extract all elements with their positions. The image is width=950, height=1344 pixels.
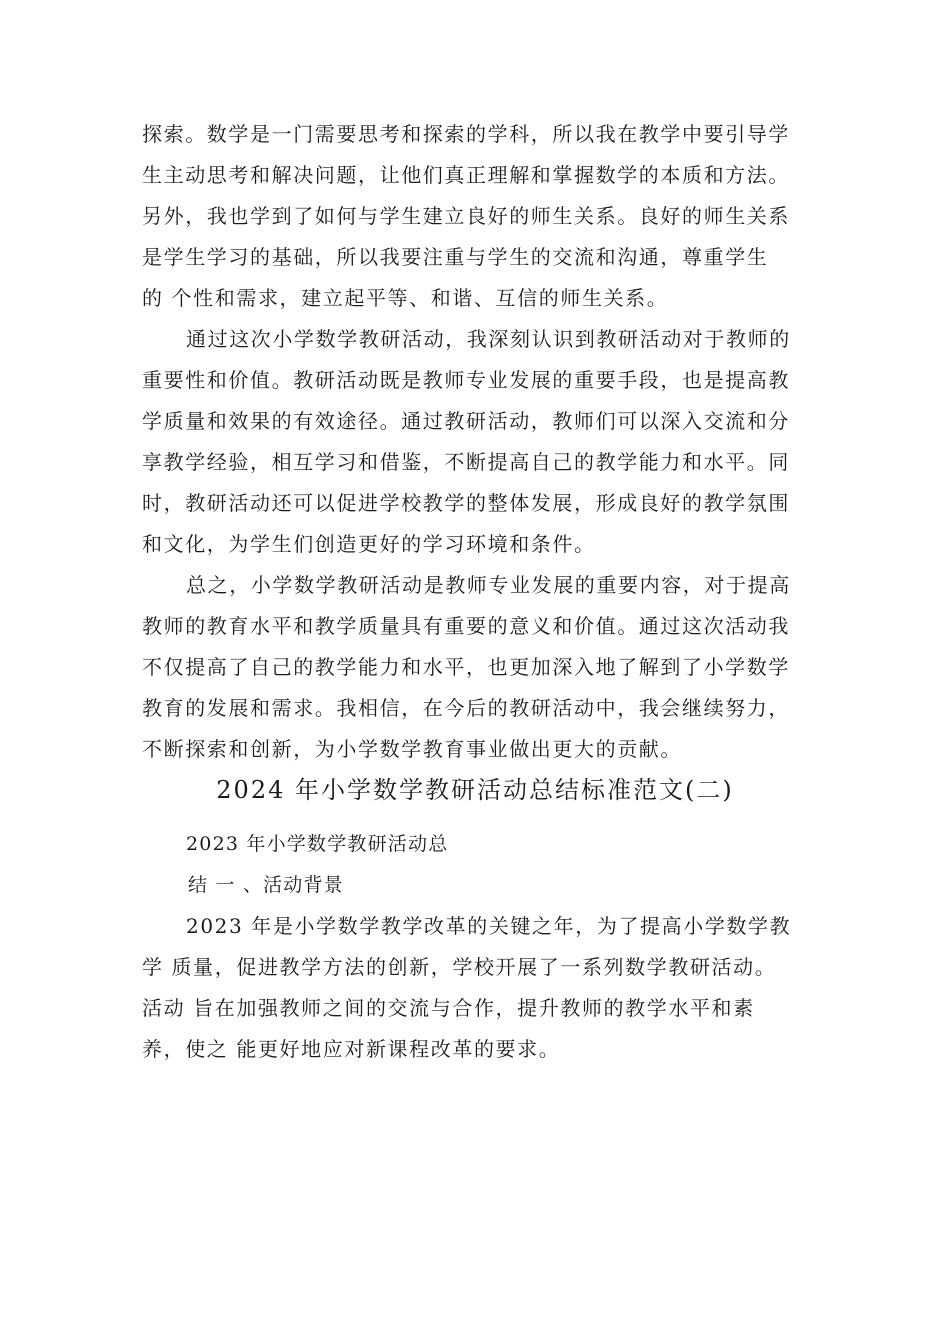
paragraph-3-line-2: 教师的教育水平和教学质量具有重要的意义和价值。通过这次活动我 (142, 614, 790, 638)
paragraph-2-line-1: 通过这次小学数学教研活动，我深刻认识到教研活动对于教师的 (186, 327, 791, 351)
paragraph-4-line-2: 学 质量，促进教学方法的创新，学校开展了一系列数学教研活动。 (142, 955, 777, 979)
paragraph-1-line-2: 生主动思考和解决问题，让他们真正理解和掌握数学的本质和方法。 (142, 163, 790, 187)
paragraph-1-line-5: 的 个性和需求，建立起平等、和谐、互信的师生关系。 (142, 286, 669, 310)
subheading-line-2: 结 一 、活动背景 (188, 874, 344, 896)
paragraph-4-line-3: 活动 旨在加强教师之间的交流与合作，提升教师的教学水平和素 (142, 996, 755, 1020)
subheading-line-1: 2023 年小学数学教研活动总 (186, 833, 449, 855)
paragraph-2-line-5: 时，教研活动还可以促进学校教学的整体发展，形成良好的教学氛围 (142, 491, 790, 515)
paragraph-1-line-4: 是学生学习的基础，所以我要注重与学生的交流和沟通，尊重学生 (142, 245, 769, 269)
paragraph-4-line-4: 养，使之 能更好地应对新课程改革的要求。 (142, 1037, 561, 1061)
paragraph-2-line-4: 享教学经验，相互学习和借鉴，不断提高自己的教学能力和水平。同 (142, 450, 790, 474)
paragraph-3-line-5: 不断探索和创新，为小学数学教育事业做出更大的贡献。 (142, 737, 682, 761)
paragraph-4-line-1: 2023 年是小学数学教学改革的关键之年，为了提高小学数学教 (186, 914, 792, 938)
paragraph-3-line-1: 总之，小学数学教研活动是教师专业发展的重要内容，对于提高 (186, 573, 791, 597)
paragraph-2-line-3: 学质量和效果的有效途径。通过教研活动，教师们可以深入交流和分 (142, 409, 790, 433)
paragraph-2-line-6: 和文化，为学生们创造更好的学习环境和条件。 (142, 532, 596, 556)
section-title: 2024 年小学数学教研活动总结标准范文(二) (216, 776, 734, 804)
paragraph-2-line-2: 重要性和价值。教研活动既是教师专业发展的重要手段，也是提高教 (142, 368, 790, 392)
paragraph-3-line-4: 教育的发展和需求。我相信，在今后的教研活动中，我会继续努力， (142, 696, 790, 720)
paragraph-1-line-1: 探索。数学是一门需要思考和探索的学科，所以我在教学中要引导学 (142, 122, 790, 146)
paragraph-1-line-3: 另外，我也学到了如何与学生建立良好的师生关系。良好的师生关系 (142, 204, 790, 228)
paragraph-3-line-3: 不仅提高了自己的教学能力和水平，也更加深入地了解到了小学数学 (142, 655, 790, 679)
